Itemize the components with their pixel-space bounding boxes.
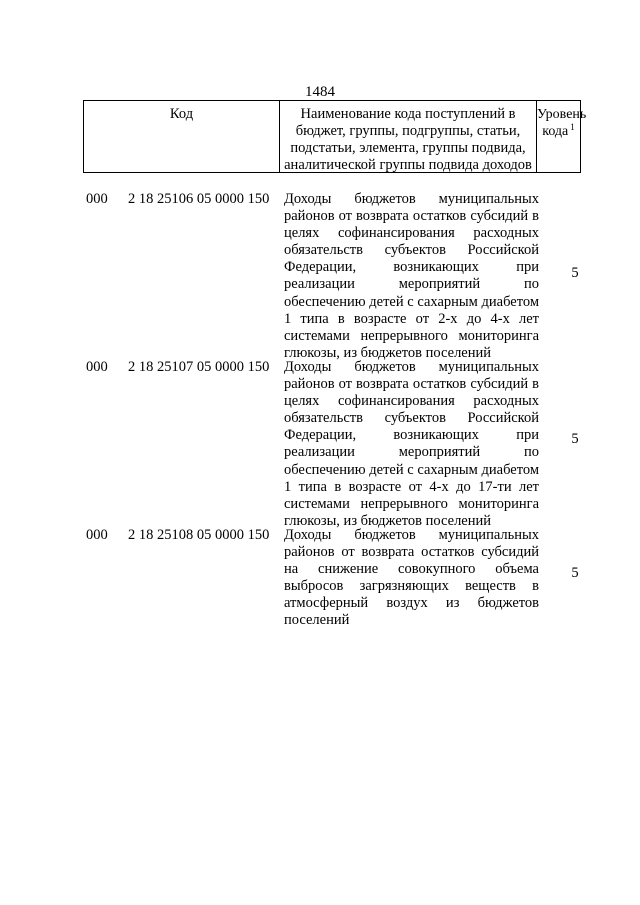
header-level-footnote: 1 (570, 122, 575, 132)
row-code-prefix: 000 (86, 191, 108, 207)
header-name: Наименование кода поступлений в бюджет, группы, подгруппы, статьи, подстатьи, элемента, группы подвида, аналитической группы подвида доходов (280, 101, 537, 172)
row-code-prefix: 000 (86, 527, 108, 543)
row-code: 2 18 25106 05 0000 150 (128, 191, 270, 207)
row-name: Доходы бюджетов муниципальных районов от возврата остатков субсидий на снижение совокупного объема выбросов загрязняющих веществ в атмосферный воздух из бюджетов поселений (284, 527, 539, 629)
row-code: 2 18 25108 05 0000 150 (128, 527, 270, 543)
header-code: Код (84, 101, 280, 172)
row-code: 2 18 25107 05 0000 150 (128, 359, 270, 375)
row-name: Доходы бюджетов муниципальных районов от возврата остатков субсидий в целях софинансирования расходных обязательств субъектов Российской Федерации, возникающих при реализации мероприятий по обеспечению детей с сахарным диабетом 1 типа в возрасте от 2-х до 4-х лет системами непрерывного мониторинга глюкозы, из бюджетов поселений (284, 191, 539, 361)
row-level: 5 (571, 565, 579, 581)
row-level: 5 (571, 265, 579, 281)
row-code-prefix: 000 (86, 359, 108, 375)
page-number: 1484 (305, 84, 335, 100)
header-level-label: Уровень кода (537, 107, 587, 139)
row-level: 5 (571, 431, 579, 447)
table-header (83, 100, 587, 173)
row-name: Доходы бюджетов муниципальных районов от возврата остатков субсидий в целях софинансирования расходных обязательств субъектов Российской Федерации, возникающих при реализации мероприятий по обеспечению детей с сахарным диабетом 1 типа в возрасте от 4-х до 17-ти лет системами непрерывного мониторинга глюкозы, из бюджетов поселений (284, 359, 539, 529)
header-level (537, 101, 587, 172)
